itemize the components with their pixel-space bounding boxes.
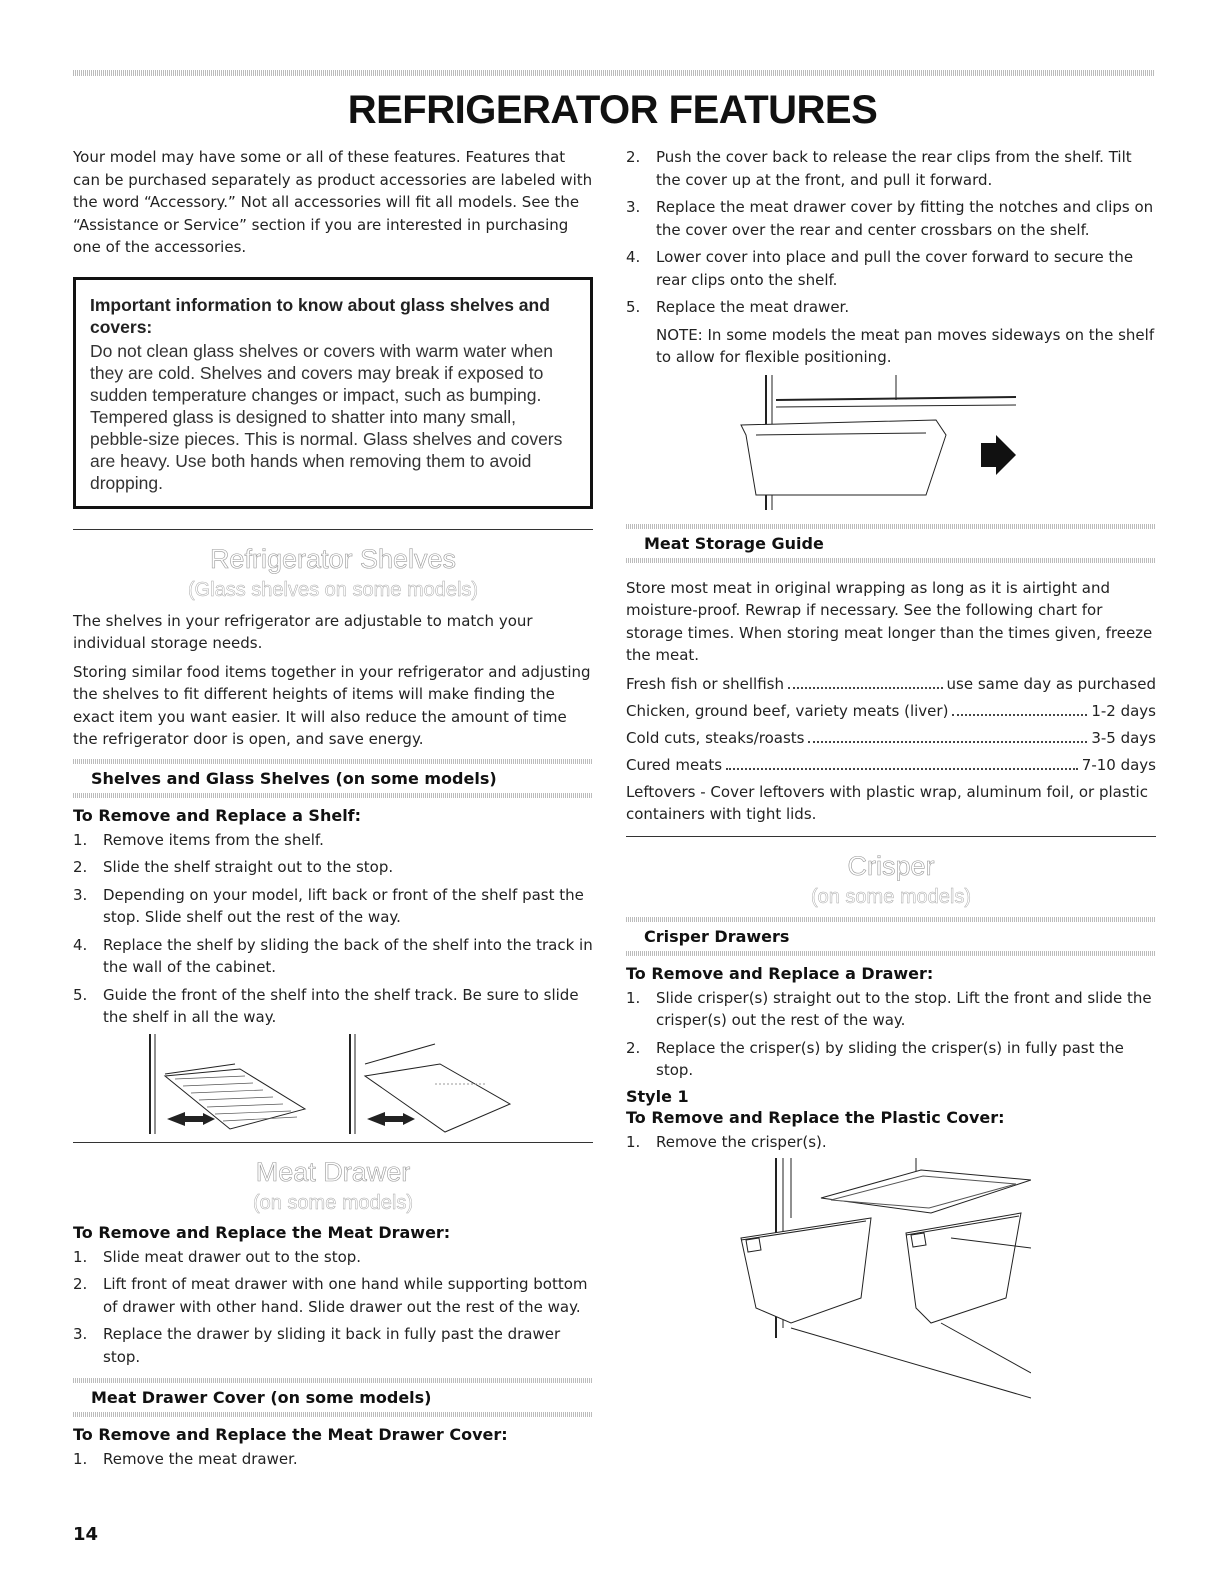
shelves-band-label: Shelves and Glass Shelves (on some models): [91, 768, 497, 788]
meat-note: NOTE: In some models the meat pan moves sideways on the shelf to allow for flexible positioning.: [656, 325, 1155, 366]
important-heading: Important information to know about glass shelves and covers:: [90, 294, 550, 337]
list-item: 2. Push the cover back to release the rear clips from the shelf. Tilt the cover up at the front, and pull it forward.: [626, 148, 1132, 189]
wire-shelf-illustration: [145, 1034, 315, 1134]
meat-drawer-illustration: [736, 375, 1036, 510]
leftovers-text: Leftovers - Cover leftovers with plastic wrap, aluminum foil, or plastic containers with tight lids.: [626, 782, 1148, 823]
meat-cover-steps-cont: [626, 146, 1156, 319]
table-row: Cured meats 7-10 days: [626, 755, 1156, 774]
shelves-subtitle: (Glass shelves on some models): [187, 578, 479, 601]
crisper-subtitle: (on some models): [810, 885, 972, 908]
list-item: 5. Guide the front of the shelf into the shelf track. Be sure to slide the shelf in all the way.: [73, 985, 579, 1026]
band-bottom: [626, 558, 1156, 563]
meat-title: Meat Drawer: [255, 1156, 411, 1187]
important-box: [73, 277, 593, 509]
storage-table: [626, 673, 1156, 776]
storage-band-label: Meat Storage Guide: [644, 533, 824, 553]
crisper-steps: [626, 987, 1156, 1082]
shelves-heading: To Remove and Replace a Shelf:: [73, 805, 362, 825]
list-item: 4. Lower cover into place and pull the cover forward to secure the rear clips onto the shelf.: [626, 248, 1134, 289]
list-item: 1. Remove items from the shelf.: [73, 830, 324, 849]
page-title: REFRIGERATOR FEATURES: [347, 88, 878, 132]
storage-paragraph: Store most meat in original wrapping as long as it is airtight and moisture-proof. Rewrap if necessary. See the following chart for storage times. When storing meat longer than the times given, freeze the meat.: [626, 578, 1153, 664]
plastic-cover-steps: [626, 1131, 1156, 1154]
table-row: Fresh fish or shellfish use same day as purchased: [626, 674, 1156, 693]
crisper-title: Crisper: [847, 850, 935, 881]
shelves-p2: Storing similar food items together in your refrigerator and adjusting the shelves to fit different heights of items will make finding the exact item you want easier. It will also reduce the amount of time the refrigerator door is open, and save energy.: [73, 662, 591, 748]
list-item: 1. Slide meat drawer out to the stop.: [73, 1247, 362, 1266]
left-column: [73, 146, 593, 1476]
intro-text: Your model may have some or all of these features. Features that can be purchased separately as product accessories are labeled with the word “Accessory.” Not all accessories will fit all models. See the “Assistance or Service” section if you are interested in purchasing one of the accessories.: [73, 148, 593, 256]
shelves-steps: [73, 829, 593, 1029]
glass-shelf-illustration: [345, 1034, 515, 1134]
style-label: Style 1: [626, 1086, 689, 1106]
list-item: 3. Replace the meat drawer cover by fitting the notches and clips on the cover over the rear and center crossbars on the shelf.: [626, 198, 1154, 239]
band-bottom: [626, 951, 1156, 956]
list-item: 1. Remove the meat drawer.: [73, 1450, 298, 1468]
band-bottom: [73, 793, 593, 798]
crisper-band-label: Crisper Drawers: [644, 926, 790, 946]
list-item: 2. Lift front of meat drawer with one hand while supporting bottom of drawer with other hand. Slide drawer out the rest of the way.: [73, 1275, 588, 1316]
list-item: 2. Slide the shelf straight out to the stop.: [73, 858, 394, 876]
list-item: 2. Replace the crisper(s) by sliding the crisper(s) in fully past the stop.: [626, 1038, 1124, 1079]
crisper-heading: To Remove and Replace a Drawer:: [626, 963, 934, 983]
list-item: 5. Replace the meat drawer.: [626, 298, 850, 316]
table-row: Cold cuts, steaks/roasts 3-5 days: [626, 728, 1156, 747]
page-number: 14: [73, 1524, 99, 1545]
section-rule: [73, 1142, 593, 1143]
meat-cover-heading: To Remove and Replace the Meat Drawer Cover:: [73, 1425, 508, 1444]
list-item: 3. Depending on your model, lift back or front of the shelf past the stop. Slide shelf out the rest of the way.: [73, 885, 584, 926]
list-item: 1. Remove the crisper(s).: [626, 1132, 827, 1151]
shelf-illustrations: [145, 1034, 593, 1134]
meat-steps: [73, 1246, 593, 1369]
crisper-illustration: [731, 1158, 1031, 1418]
top-rule: [73, 70, 1155, 76]
right-column: [626, 146, 1156, 1418]
list-item: 3. Replace the drawer by sliding it back in fully past the drawer stop.: [73, 1325, 561, 1366]
list-item: 1. Slide crisper(s) straight out to the stop. Lift the front and slide the crisper(s) out the rest of the way.: [626, 988, 1152, 1029]
shelves-p1: The shelves in your refrigerator are adjustable to match your individual storage needs.: [73, 611, 533, 652]
section-rule: [73, 529, 593, 530]
list-item: 4. Replace the shelf by sliding the back of the shelf into the track in the wall of the cabinet.: [73, 935, 593, 976]
meat-cover-band-label: Meat Drawer Cover (on some models): [91, 1388, 432, 1407]
shelves-title: Refrigerator Shelves: [209, 543, 457, 574]
meat-cover-steps-start: [73, 1448, 593, 1471]
section-rule: [626, 836, 1156, 837]
band-bottom: [73, 1412, 593, 1417]
important-body: Do not clean glass shelves or covers with warm water when they are cold. Shelves and covers may break if exposed to sudden temperature changes or impact, such as bumping. Tempered glass is designed to shatter into many small, pebble-size pieces. This is normal. Glass shelves and covers are heavy. Use both hands when removing them to avoid dropping.: [90, 340, 563, 493]
plastic-cover-heading: To Remove and Replace the Plastic Cover:: [626, 1107, 1005, 1127]
table-row: Chicken, ground beef, variety meats (liver) 1-2 days: [626, 701, 1156, 720]
meat-subtitle: (on some models): [252, 1191, 414, 1214]
meat-heading: To Remove and Replace the Meat Drawer:: [73, 1222, 451, 1242]
